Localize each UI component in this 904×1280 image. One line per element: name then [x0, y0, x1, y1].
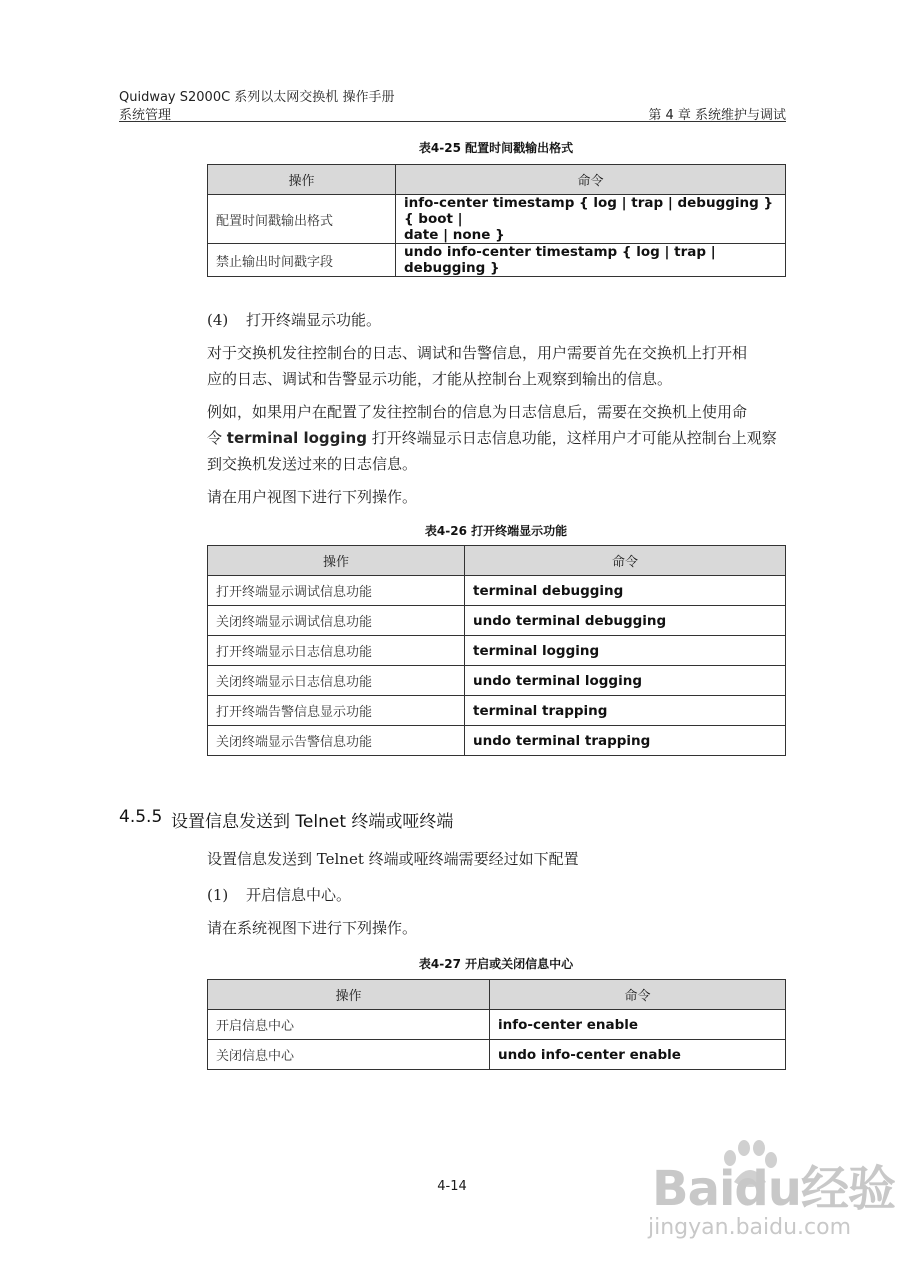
table1-cell-cmd: undo info-center timestamp { log | trap | debugging } [396, 244, 786, 277]
cmd-line: date | none } [404, 227, 505, 243]
table1-caption: 表4-25 配置时间戳输出格式 [418, 141, 574, 155]
table1-cell-cmd [396, 195, 786, 244]
inline-command: terminal logging [226, 429, 367, 447]
paragraph: 请在系统视图下进行下列操作。 [207, 919, 418, 937]
table3-header-op: 操作 [208, 980, 490, 1010]
table2-header-cmd: 命令 [465, 546, 786, 576]
table-row-op: 开启信息中心 [208, 1010, 490, 1040]
header-divider [119, 121, 786, 122]
watermark-brand: Baidu经验 [652, 1161, 895, 1217]
step-number: (4) [207, 311, 229, 329]
table-row-cmd: undo terminal logging [465, 666, 786, 696]
table1-cell-op: 禁止输出时间戳字段 [208, 244, 396, 277]
cmd-line: info-center timestamp { log | trap | debugging } { boot | [404, 195, 774, 227]
step-text: 打开终端显示功能。 [246, 311, 382, 329]
table-row-op: 关闭终端显示调试信息功能 [208, 606, 465, 636]
watermark-url: jingyan.baidu.com [648, 1215, 852, 1240]
table1-header-op: 操作 [208, 165, 396, 195]
table-row-cmd: undo info-center enable [490, 1040, 786, 1070]
table3-header-cmd: 命令 [490, 980, 786, 1010]
table-row-op: 打开终端显示日志信息功能 [208, 636, 465, 666]
table-row-cmd: undo terminal debugging [465, 606, 786, 636]
table2 [207, 545, 786, 756]
table-row-op: 打开终端告警信息显示功能 [208, 696, 465, 726]
table-row-cmd: terminal trapping [465, 696, 786, 726]
step-number: (1) [207, 886, 229, 904]
table3 [207, 979, 786, 1070]
table2-header-op: 操作 [208, 546, 465, 576]
paragraph-line: 应的日志、调试和告警显示功能，才能从控制台上观察到输出的信息。 [207, 370, 673, 388]
table-row-op: 关闭终端显示告警信息功能 [208, 726, 465, 756]
table-row-cmd: terminal logging [465, 636, 786, 666]
table-row-op: 打开终端显示调试信息功能 [208, 576, 465, 606]
table1-cell-op: 配置时间戳输出格式 [208, 195, 396, 244]
paragraph: 设置信息发送到 Telnet 终端或哑终端需要经过如下配置 [207, 850, 579, 868]
table3-caption: 表4-27 开启或关闭信息中心 [418, 957, 574, 971]
paragraph-line: 令 terminal logging 打开终端显示日志信息功能，这样用户才可能从控制台上观察 [207, 429, 777, 447]
doc-title: Quidway S2000C 系列以太网交换机 操作手册 [119, 90, 395, 105]
paragraph-line: 例如，如果用户在配置了发往控制台的信息为日志信息后，需要在交换机上使用命 [207, 403, 748, 421]
section-number: 4.5.5 [119, 807, 163, 827]
table-row-cmd: terminal debugging [465, 576, 786, 606]
table-row-op: 关闭终端显示日志信息功能 [208, 666, 465, 696]
paragraph-line: 对于交换机发往控制台的日志、调试和告警信息，用户需要首先在交换机上打开相 [207, 344, 748, 362]
step-text: 开启信息中心。 [246, 886, 352, 904]
table-row-cmd: info-center enable [490, 1010, 786, 1040]
section-title: 设置信息发送到 Telnet 终端或哑终端 [171, 812, 454, 832]
table-row-cmd: undo terminal trapping [465, 726, 786, 756]
section-name: 系统管理 [119, 108, 172, 123]
table2-caption: 表4-26 打开终端显示功能 [424, 524, 568, 538]
table1 [207, 164, 786, 277]
paragraph-line: 到交换机发送过来的日志信息。 [207, 455, 418, 473]
table-row-op: 关闭信息中心 [208, 1040, 490, 1070]
paragraph: 请在用户视图下进行下列操作。 [207, 488, 418, 506]
page-number: 4-14 [437, 1179, 467, 1194]
table1-header-cmd: 命令 [396, 165, 786, 195]
chapter-title: 第 4 章 系统维护与调试 [648, 108, 786, 123]
